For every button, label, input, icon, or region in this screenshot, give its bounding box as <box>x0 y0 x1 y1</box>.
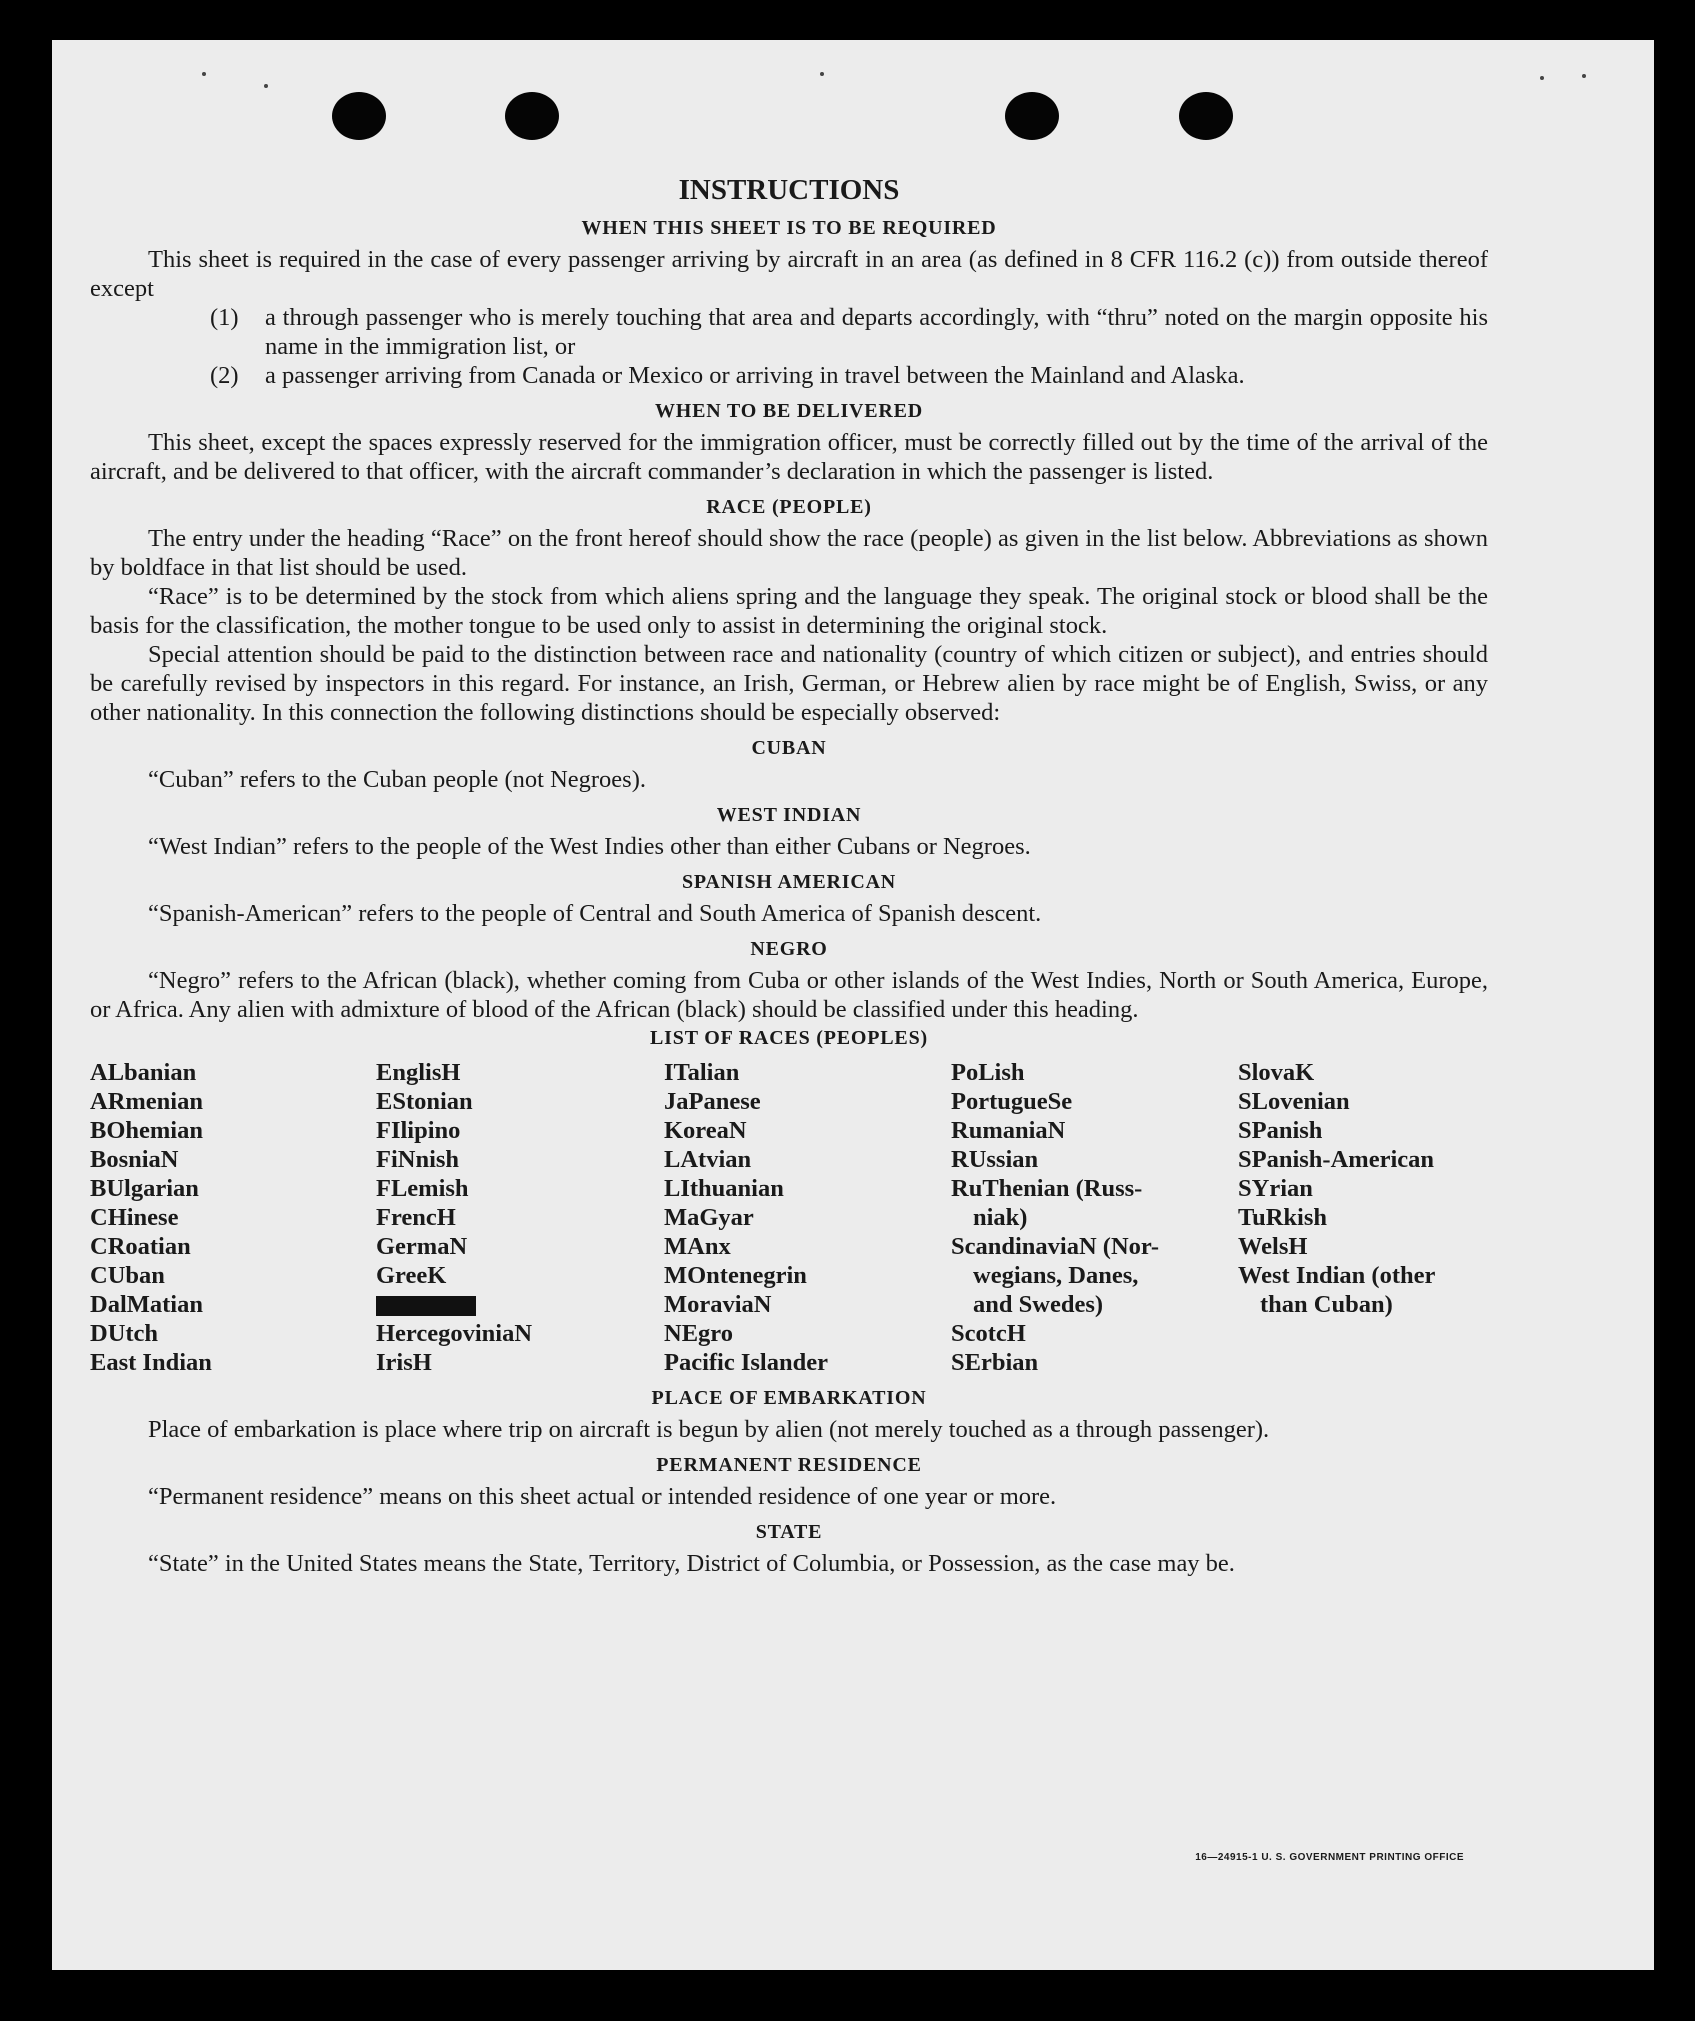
race-entry: MOntenegrin <box>664 1262 807 1289</box>
race-entry-continued: than Cuban) <box>1260 1291 1393 1318</box>
race-entry: FiNnish <box>376 1146 460 1173</box>
print-code: 16—24915-1 U. S. GOVERNMENT PRINTING OFFICE <box>1195 1852 1464 1863</box>
races-column <box>90 1058 376 1377</box>
race-entry: BosniaN <box>90 1146 179 1173</box>
race-entry: ScandinaviaN (Nor- <box>951 1233 1160 1260</box>
race-entry: SErbian <box>951 1349 1039 1376</box>
race-entry: West Indian (other <box>1238 1262 1436 1289</box>
punch-hole <box>1005 92 1059 140</box>
race-entry: ITalian <box>664 1059 740 1086</box>
paragraph: This sheet, except the spaces expressly reserved for the immigration officer, must be correctly filled out by the time of the arrival of the aircraft, and be delivered to that officer, with the aircraft commander’s declaration in which the passenger is listed. <box>90 429 1488 485</box>
section-heading: WHEN TO BE DELIVERED <box>654 400 924 422</box>
redaction-mark <box>376 1296 476 1316</box>
list-item <box>210 303 1488 361</box>
document-page <box>52 40 1654 1970</box>
race-entry-continued: wegians, Danes, <box>973 1262 1139 1289</box>
race-entry: RumaniaN <box>951 1117 1066 1144</box>
item-number: (1) <box>210 304 239 331</box>
races-column <box>376 1058 664 1377</box>
section-heading: STATE <box>755 1521 823 1543</box>
race-entry: FrencH <box>376 1204 456 1231</box>
race-entry: GermaN <box>376 1233 468 1260</box>
race-entry: JaPanese <box>664 1088 761 1115</box>
paragraph: “Negro” refers to the African (black), whether coming from Cuba or other islands of the West Indies, North or South America, Europe, or Africa. Any alien with admixture of blood of the African (black) should be classified under this heading. <box>90 967 1488 1023</box>
speck <box>202 72 206 76</box>
paragraph: This sheet is required in the case of every passenger arriving by aircraft in an area (as defined in 8 CFR 116.2 (c)) from outside thereof except <box>90 246 1488 302</box>
race-entry: MAnx <box>664 1233 731 1260</box>
section-heading: LIST OF RACES (PEOPLES) <box>650 1027 928 1049</box>
races-column <box>664 1058 951 1377</box>
race-entry: PortugueSe <box>951 1088 1073 1115</box>
paragraph: “Race” is to be determined by the stock from which aliens spring and the language they speak. The original stock or blood shall be the basis for the classification, the mother tongue to be used only to assist in determining the original stock. <box>90 583 1488 639</box>
race-entry: TuRkish <box>1238 1204 1328 1231</box>
speck <box>1540 76 1544 80</box>
race-entry: MaGyar <box>664 1204 754 1231</box>
race-entry: ScotcH <box>951 1320 1026 1347</box>
race-entry: CHinese <box>90 1204 179 1231</box>
section-heading: PERMANENT RESIDENCE <box>656 1454 922 1476</box>
instructions-content <box>90 173 1488 1578</box>
race-entry: HercegoviniaN <box>376 1320 533 1347</box>
races-column <box>1238 1058 1488 1377</box>
race-entry: LAtvian <box>664 1146 752 1173</box>
section-heading: RACE (PEOPLE) <box>706 496 872 518</box>
punch-hole <box>332 92 386 140</box>
paragraph: Place of embarkation is place where trip on aircraft is begun by alien (not merely touched as a through passenger). <box>148 1416 1270 1443</box>
race-entry: ARmenian <box>90 1088 203 1115</box>
paragraph: Special attention should be paid to the distinction between race and nationality (country of which citizen or subject), and entries should be carefully revised by inspectors in this regard. For instance, an Irish, German, or Hebrew alien by race might be of English, Swiss, or any other nationality. In this connection the following distinctions should be especially observed: <box>90 641 1488 726</box>
race-entry: SPanish <box>1238 1117 1323 1144</box>
speck <box>1582 74 1586 78</box>
race-entry: ALbanian <box>90 1059 197 1086</box>
race-entry: East Indian <box>90 1349 212 1376</box>
race-entry: EnglisH <box>376 1059 461 1086</box>
race-entry: CRoatian <box>90 1233 191 1260</box>
race-entry: Pacific Islander <box>664 1349 828 1376</box>
race-entry: BOhemian <box>90 1117 203 1144</box>
race-entry: FIlipino <box>376 1117 461 1144</box>
race-entry: MoraviaN <box>664 1291 772 1318</box>
race-entry: IrisH <box>376 1349 432 1376</box>
race-entry: CUban <box>90 1262 165 1289</box>
paragraph: “Cuban” refers to the Cuban people (not Negroes). <box>148 766 646 793</box>
race-entry: FLemish <box>376 1175 469 1202</box>
paragraph: “State” in the United States means the State, Territory, District of Columbia, or Possession, as the case may be. <box>148 1550 1235 1577</box>
race-entry: WelsH <box>1238 1233 1308 1260</box>
race-entry: SlovaK <box>1238 1059 1315 1086</box>
speck <box>820 72 824 76</box>
paragraph: “Spanish-American” refers to the people of Central and South America of Spanish descent. <box>148 900 1042 927</box>
punch-hole <box>505 92 559 140</box>
section-heading: WHEN THIS SHEET IS TO BE REQUIRED <box>581 217 997 239</box>
item-text: a passenger arriving from Canada or Mexico or arriving in travel between the Mainland and Alaska. <box>265 362 1245 389</box>
punch-hole <box>1179 92 1233 140</box>
races-list <box>90 1058 1488 1377</box>
race-entry-continued: niak) <box>973 1204 1028 1231</box>
item-number: (2) <box>210 362 239 389</box>
item-text: a through passenger who is merely touching that area and departs accordingly, with “thru” noted on the margin opposite his name in the immigration list, or <box>265 304 1488 360</box>
race-entry: NEgro <box>664 1320 733 1347</box>
list-item <box>210 361 1488 390</box>
section-heading: NEGRO <box>750 938 828 960</box>
race-entry: SYrian <box>1238 1175 1313 1202</box>
race-entry-continued: and Swedes) <box>973 1291 1104 1318</box>
race-entry: SPanish-American <box>1238 1146 1434 1173</box>
race-entry: KoreaN <box>664 1117 747 1144</box>
race-entry: GreeK <box>376 1262 447 1289</box>
page-title: INSTRUCTIONS <box>678 174 900 206</box>
section-heading: SPANISH AMERICAN <box>681 871 897 893</box>
race-entry: SLovenian <box>1238 1088 1350 1115</box>
race-entry: DUtch <box>90 1320 159 1347</box>
paragraph: The entry under the heading “Race” on the front hereof should show the race (people) as given in the list below. Abbreviations as shown by boldface in that list should be used. <box>90 525 1488 581</box>
redacted-entry <box>376 1290 664 1319</box>
races-column <box>951 1058 1238 1377</box>
paragraph: “West Indian” refers to the people of the West Indies other than either Cubans or Negroes. <box>148 833 1031 860</box>
race-entry: BUlgarian <box>90 1175 199 1202</box>
race-entry: PoLish <box>951 1059 1025 1086</box>
section-heading: PLACE OF EMBARKATION <box>651 1387 927 1409</box>
race-entry: LIthuanian <box>664 1175 784 1202</box>
paragraph: “Permanent residence” means on this sheet actual or intended residence of one year or more. <box>148 1483 1057 1510</box>
race-entry: EStonian <box>376 1088 473 1115</box>
section-heading: WEST INDIAN <box>716 804 862 826</box>
race-entry: DalMatian <box>90 1291 203 1318</box>
race-entry: RUssian <box>951 1146 1039 1173</box>
section-heading: CUBAN <box>751 737 827 759</box>
speck <box>264 84 268 88</box>
race-entry: RuThenian (Russ- <box>951 1175 1143 1202</box>
